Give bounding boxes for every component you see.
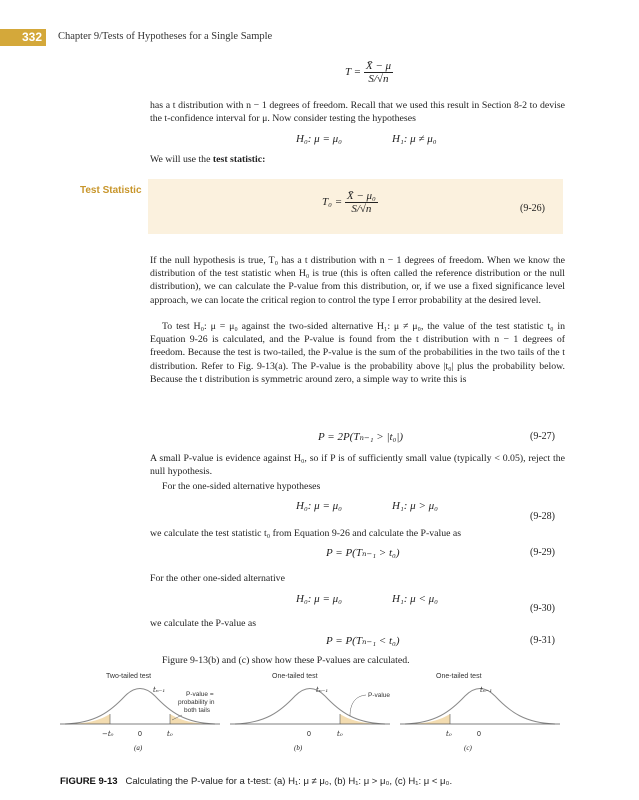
panel-a-tick-pos: t₀: [167, 730, 173, 738]
panel-b-dist: tₙ₋₁: [316, 686, 329, 694]
panel-a: [60, 673, 220, 752]
panel-a-note-2: probability in: [178, 699, 215, 706]
panel-a-tick-neg: −t₀: [102, 730, 114, 738]
eq-label-9-31: (9-31): [530, 635, 555, 646]
caption-label: FIGURE 9-13: [60, 776, 118, 787]
paragraph-7: we calculate the test statistic t₀ from Equation 9-26 and calculate the P-value as: [150, 528, 462, 539]
t0-lhs: T₀ =: [322, 196, 343, 209]
paragraph-1: has a t distribution with n − 1 degrees of freedom. Recall that we used this result in Section 8-2 to devise the t-confidence interval for μ. Now consider testing the hypotheses: [150, 100, 565, 125]
eq-label-9-28: (9-28): [530, 511, 555, 522]
t0-numerator: X̄ − μ₀: [346, 190, 376, 202]
panel-a-note-1: P-value =: [186, 691, 214, 698]
eq-label-9-29: (9-29): [530, 547, 555, 558]
p-less: P = P(Tₙ₋₁ < t₀): [326, 635, 400, 647]
paragraph-6: For the one-sided alternative hypotheses: [162, 481, 321, 492]
panel-b-note: P-value: [368, 692, 391, 699]
t-equation: [345, 60, 393, 85]
paragraph-5: A small P-value is evidence against H₀, so if P is of sufficiently small value (typically < 0.05), reject the null hypothesis.: [150, 453, 565, 478]
panel-b-tick-zero: 0: [307, 731, 311, 738]
p-two-sided: P = 2P(Tₙ₋₁ > |t₀|): [318, 431, 404, 443]
panel-a-label: (a): [134, 744, 143, 752]
eq-label-9-26: (9-26): [520, 203, 545, 214]
panel-a-right-tail: [170, 714, 210, 724]
paragraph-2: We will use the test statistic:: [150, 154, 266, 165]
paragraph-10: Figure 9-13(b) and (c) show how these P-values are calculated.: [162, 655, 410, 666]
eq-label-9-27: (9-27): [530, 431, 555, 442]
page-number: 332: [0, 29, 46, 46]
h0-less: H₀: μ = μ₀: [296, 593, 342, 605]
t-lhs: T =: [345, 66, 362, 79]
running-head: Chapter 9/Tests of Hypotheses for a Single Sample: [58, 31, 273, 42]
panel-c-title: One-tailed test: [436, 673, 482, 680]
panel-b: [230, 673, 390, 752]
panel-a-note-3: both tails: [184, 707, 211, 714]
caption-text: Calculating the P-value for a t-test: (a) H₁: μ ≠ μ₀, (b) H₁: μ > μ₀, (c) H₁: μ < μ₀.: [125, 776, 453, 787]
panel-b-tick-pos: t₀: [337, 730, 343, 738]
h1-greater: H₁: μ > μ₀: [392, 500, 438, 512]
p-greater: P = P(Tₙ₋₁ > t₀): [326, 547, 400, 559]
paragraph-9: we calculate the P-value as: [150, 618, 257, 629]
panel-b-title: One-tailed test: [272, 673, 318, 680]
side-label-test-statistic: Test Statistic: [80, 185, 142, 196]
panel-c-left-tail: [410, 714, 450, 724]
t-denominator: S/√n: [368, 73, 389, 85]
panel-c-dist: tₙ₋₁: [480, 686, 493, 694]
panel-b-arrow: [350, 695, 366, 716]
panel-a-dist: tₙ₋₁: [153, 686, 166, 694]
panel-c-tick-neg: t₀: [446, 730, 452, 738]
panel-b-curve: [235, 689, 385, 725]
panel-c-label: (c): [464, 744, 472, 752]
h0-greater: H₀: μ = μ₀: [296, 500, 342, 512]
t0-equation: [322, 190, 378, 215]
panel-a-tick-zero: 0: [138, 731, 142, 738]
panel-b-label: (b): [294, 744, 303, 752]
paragraph-3: If the null hypothesis is true, T₀ has a t distribution with n − 1 degrees of freedom. When we know the distribution of the test statistic when H₀ is true (this is often called the reference distribution or the null distribution), we can calculate the P-value from this distribution, or, if we use a fixed significance level approach, we can locate the critical region to control the type I error probability at the desired level.: [150, 255, 565, 306]
paragraph-8: For the other one-sided alternative: [150, 573, 285, 584]
panel-c-tick-zero: 0: [477, 731, 481, 738]
t-numerator: X̄ − μ: [365, 60, 392, 72]
t0-denominator: S/√n: [351, 203, 372, 215]
figure-caption: [60, 776, 452, 787]
paragraph-4: To test H₀: μ = μ₀ against the two-sided alternative H₁: μ ≠ μ₀, the value of the test statistic t₀ in Equation 9-26 is calculated, and the P-value is found from the t distribution with n − 1 degrees of freedom. Because the test is two-tailed, the P-value is the sum of the probabilities in the two tails of the t distribution. Refer to Fig. 9-13(a). The P-value is the probability above |t₀| plus the probability below. Because the t distribution is symmetric around zero, a simple way to write this is: [150, 321, 565, 385]
panel-a-left-tail: [70, 714, 110, 724]
panel-a-title: Two-tailed test: [106, 673, 152, 680]
h1-two-sided: H₁: μ ≠ μ₀: [392, 133, 437, 145]
h0-two-sided: H₀: μ = μ₀: [296, 133, 342, 145]
eq-label-9-30: (9-30): [530, 603, 555, 614]
panel-b-right-tail: [340, 714, 380, 724]
figure-9-13: [50, 668, 610, 772]
h1-less: H₁: μ < μ₀: [392, 593, 438, 605]
panel-c: [400, 673, 560, 752]
